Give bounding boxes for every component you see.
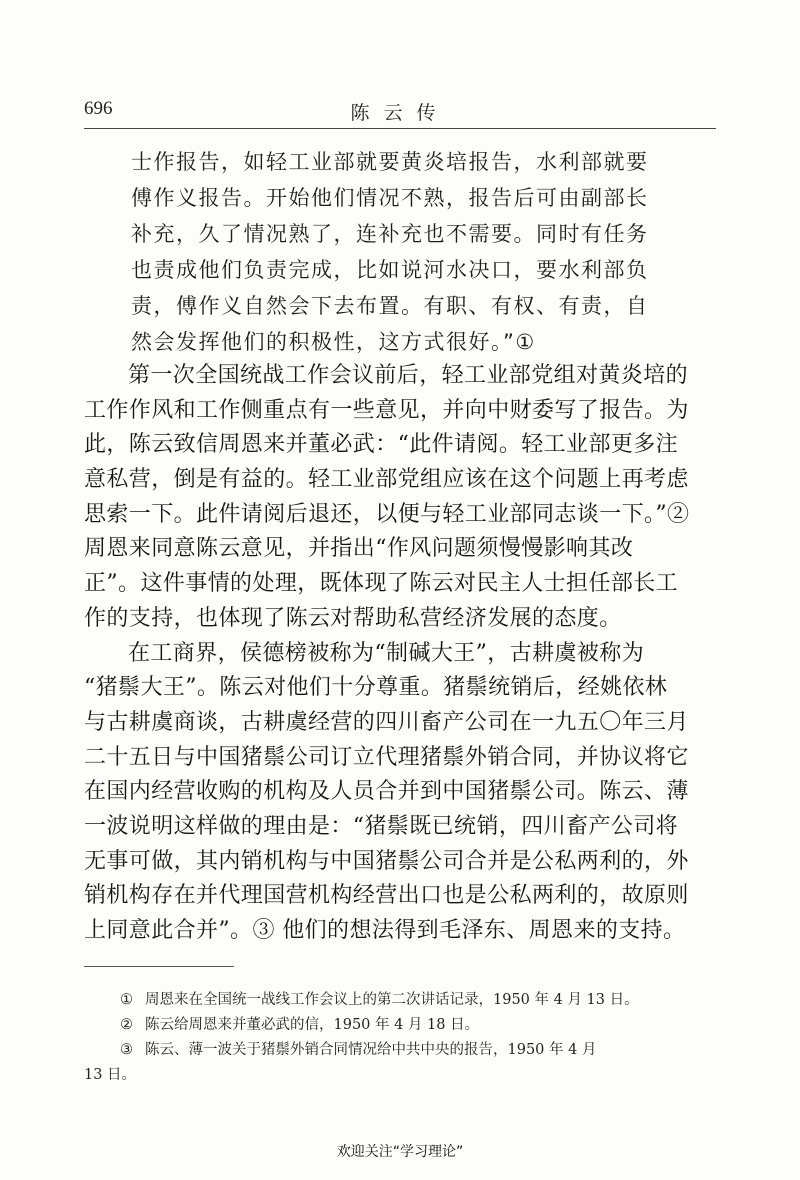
paragraph-line: 二十五日与中国猪鬃公司订立代理猪鬃外销合同，并协议将它 (84, 744, 689, 770)
paragraph-line: 工作作风和工作侧重点有一些意见，并向中财委写了报告。为 (84, 397, 689, 423)
footnote-divider (84, 966, 234, 967)
quote-line: 责，傅作义自然会下去布置。有职、有权、有责，自 (131, 294, 649, 318)
running-title: 陈云传 (350, 102, 450, 124)
paragraph-line: 正”。这件事情的处理，既体现了陈云对民主人士担任部长工 (84, 571, 679, 597)
paragraph-line: 无事可做，其内销机构与中国猪鬃公司合并是公私两利的，外 (84, 848, 689, 874)
paragraph-line: 在国内经营收购的机构及人员合并到中国猪鬃公司。陈云、薄 (84, 779, 689, 805)
quote-line: 士作报告，如轻工业部就要黄炎培报告，水利部就要 (131, 150, 649, 174)
paragraph-line: 与古耕虞商谈，古耕虞经营的四川畜产公司在一九五〇年三月 (84, 709, 689, 735)
paragraph-line: 作的支持，也体现了陈云对帮助私营经济发展的态度。 (84, 605, 622, 631)
footnote (84, 988, 716, 1013)
paragraph-line: 周恩来同意陈云意见，并指出“作风问题须慢慢影响其改 (84, 536, 634, 562)
page-number: 696 (84, 98, 113, 119)
footnote-marker: ② (120, 1017, 133, 1033)
footnote-continuation: 13 日。 (84, 1067, 137, 1083)
quote-line: 然会发挥他们的积极性，这方式很好。”① (131, 330, 536, 354)
footnotes (84, 988, 716, 1088)
block-quote (131, 144, 671, 360)
paragraph-line: 意私营，倒是有益的。轻工业部党组应该在这个问题上再考虑 (84, 467, 689, 493)
footnote (84, 1038, 716, 1063)
footnote (84, 1013, 716, 1038)
quote-line: 傅作义报告。开始他们情况不熟，报告后可由副部长 (131, 186, 649, 210)
paragraph-line: “猪鬃大王”。陈云对他们十分尊重。猪鬃统销后，经姚依林 (84, 675, 668, 701)
header-divider (84, 128, 716, 129)
footnote-text: 周恩来在全国统一战线工作会议上的第二次讲话记录，1950 年 4 月 13 日。 (145, 992, 639, 1008)
paragraph-line: 销机构存在并代理国营机构经营出口也是公私两利的，故原则 (84, 883, 689, 909)
page-header (84, 98, 716, 124)
footnote-marker: ① (120, 992, 133, 1008)
paragraph-line: 此，陈云致信周恩来并董必武：“此件请阅。轻工业部更多注 (84, 432, 679, 458)
footnote-marker: ③ (120, 1042, 133, 1058)
body-text (84, 359, 716, 949)
paragraph-line: 一波说明这样做的理由是：“猪鬃既已统销，四川畜产公司将 (84, 813, 679, 839)
footnote-text: 陈云、薄一波关于猪鬃外销合同情况给中共中央的报告，1950 年 4 月 (145, 1042, 597, 1058)
paragraph-line: 上同意此合并”。③ 他们的想法得到毛泽东、周恩来的支持。 (84, 918, 686, 943)
quote-line: 也责成他们负责完成，比如说河水决口，要水利部负 (131, 258, 649, 282)
quote-line: 补充，久了情况熟了，连补充也不需要。同时有任务 (131, 222, 649, 246)
footnote-text: 陈云给周恩来并董必武的信，1950 年 4 月 18 日。 (145, 1017, 480, 1033)
paragraph-line: 在工商界，侯德榜被称为“制碱大王”，古耕虞被称为 (128, 640, 645, 666)
watermark-caption: 欢迎关注“学习理论” (336, 1144, 464, 1160)
paragraph-line: 第一次全国统战工作会议前后，轻工业部党组对黄炎培的 (128, 363, 689, 388)
paragraph-line: 思索一下。此件请阅后退还，以便与轻工业部同志谈一下。”② (84, 501, 690, 527)
